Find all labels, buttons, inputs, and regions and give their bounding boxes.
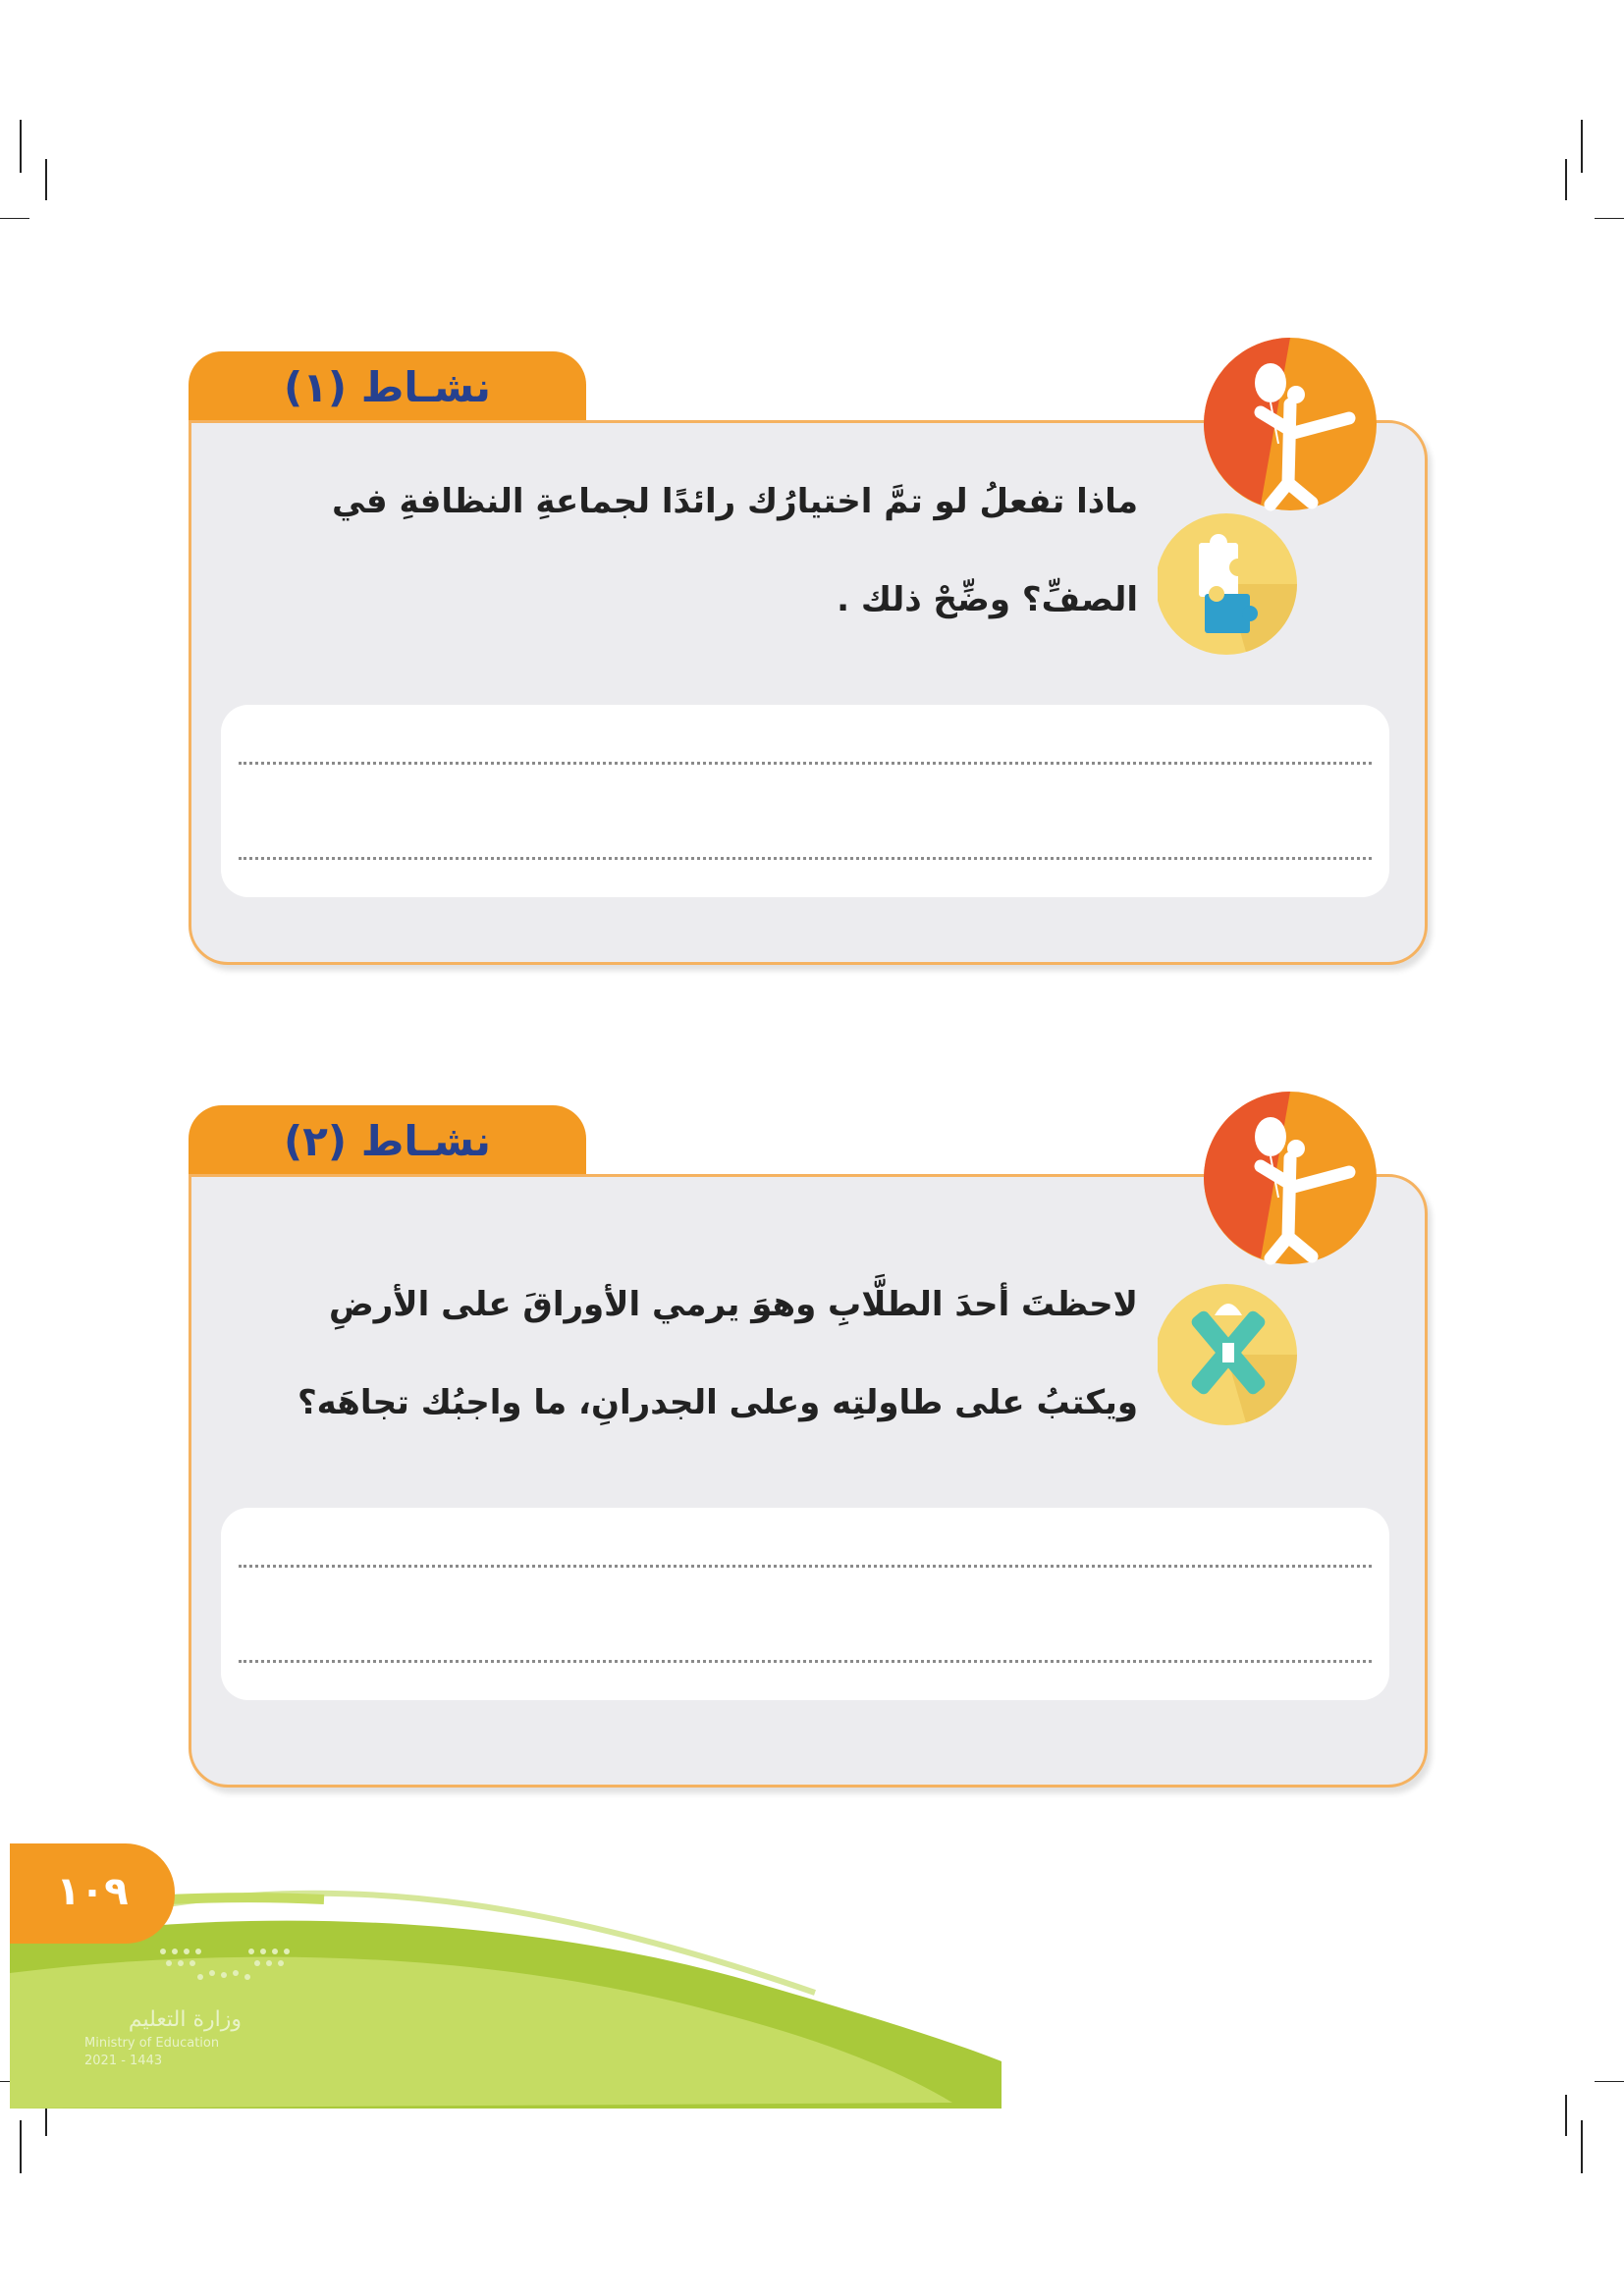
- crop-mark: [1595, 2081, 1624, 2082]
- crop-mark: [1581, 120, 1583, 173]
- crop-mark: [1565, 2095, 1567, 2136]
- crop-mark: [45, 159, 47, 200]
- activity-card-2: [189, 1105, 1428, 1792]
- ministry-name-en: Ministry of Education: [84, 2036, 220, 2051]
- activity-card-1: [189, 351, 1428, 970]
- answer-line[interactable]: [239, 762, 1372, 765]
- crop-mark: [20, 120, 22, 173]
- ministry-logo-icon: [153, 1944, 300, 1993]
- crop-mark: [20, 2120, 22, 2173]
- crop-mark: [0, 218, 29, 219]
- edition-label: 2021 - 1443: [84, 2054, 163, 2068]
- activity-question: لاحظتَ أحدَ الطلَّابِ وهوَ يرمي الأوراقَ على الأرضِ ويكتبُ على طاولتِه وعلى الجدرانِ، ما واجبُك تجاهَه؟: [297, 1285, 1138, 1422]
- answer-area[interactable]: [221, 1508, 1389, 1700]
- ministry-name: وزارة التعليم: [128, 2007, 242, 2032]
- puzzle-icon: [1158, 513, 1305, 661]
- activity-title: نشـاط (١): [284, 363, 491, 411]
- page-number-tab: [10, 1843, 175, 1944]
- activity-emblem-icon: [1202, 1090, 1379, 1266]
- crop-mark: [1581, 2120, 1583, 2173]
- activity-emblem-icon: [1202, 336, 1379, 512]
- pencil-brush-icon: [1158, 1284, 1305, 1431]
- activity-title: نشـاط (٢): [284, 1117, 491, 1165]
- answer-area[interactable]: [221, 705, 1389, 897]
- activity-question: ماذا تفعلُ لو تمَّ اختيارُك رائدًا لجماعةِ النظافةِ في الصفِّ؟ وضِّحْ ذلك .: [331, 482, 1138, 619]
- answer-line[interactable]: [239, 1565, 1372, 1568]
- page-number: ١٠٩: [56, 1869, 129, 1914]
- answer-line[interactable]: [239, 857, 1372, 860]
- answer-line[interactable]: [239, 1660, 1372, 1663]
- crop-mark: [1565, 159, 1567, 200]
- crop-mark: [1595, 218, 1624, 219]
